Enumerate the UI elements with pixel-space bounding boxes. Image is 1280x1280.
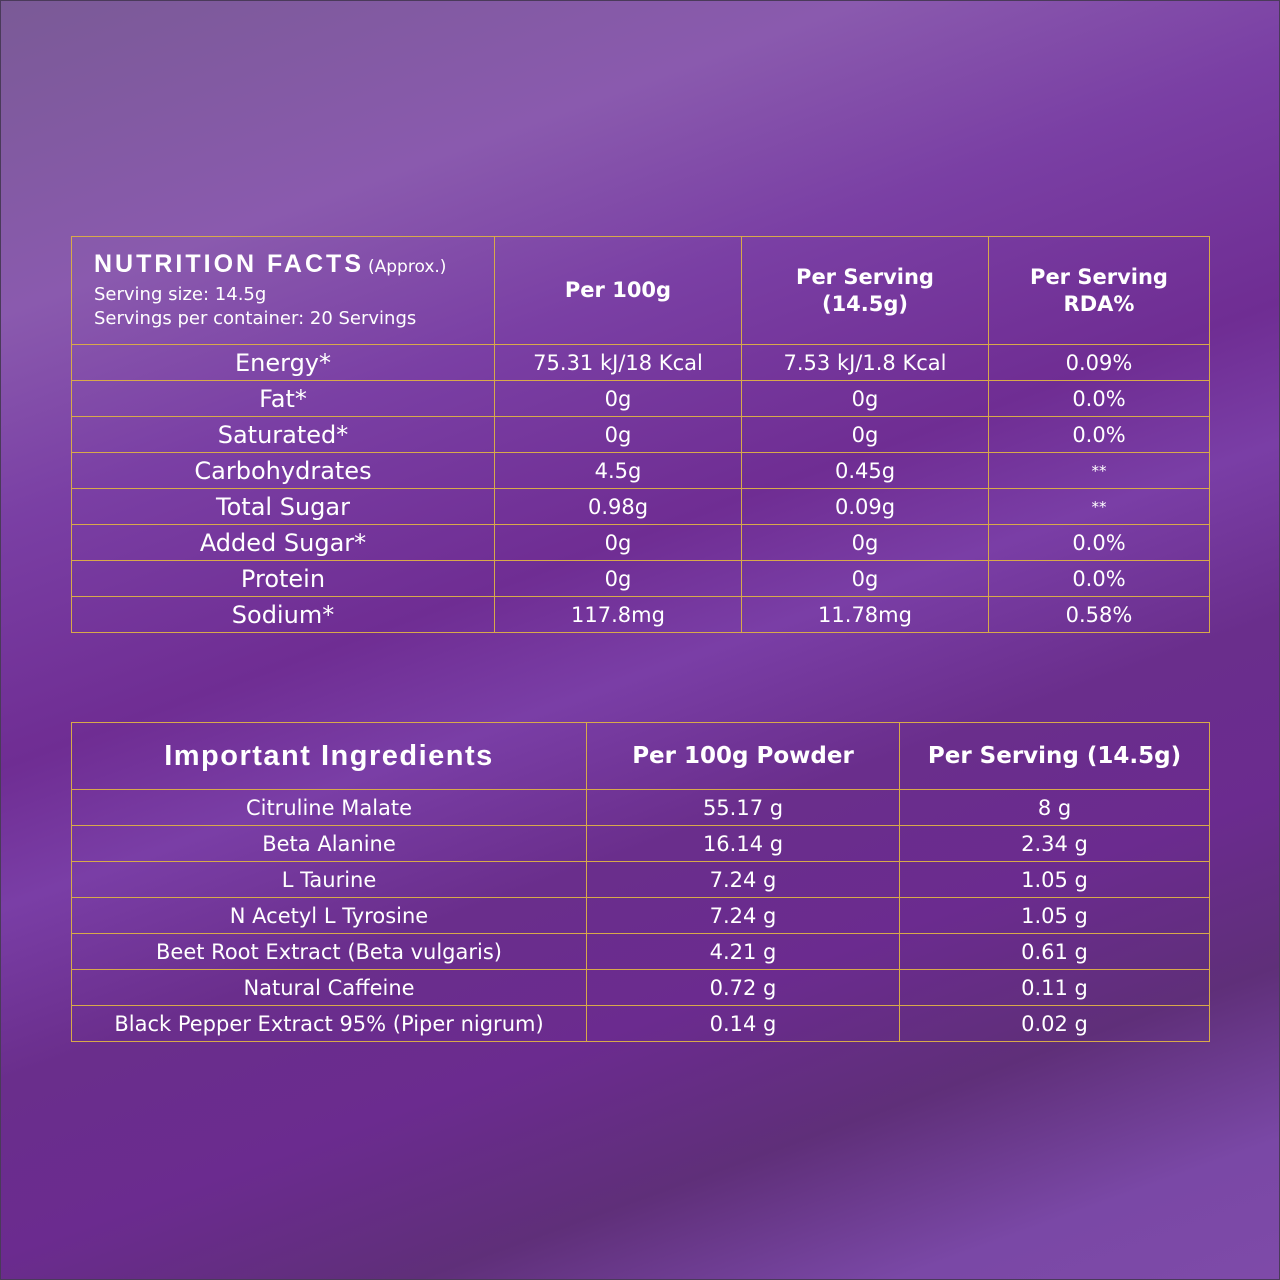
per-serving-value: 1.05 g: [900, 862, 1210, 898]
per-serving-value: 11.78mg: [742, 597, 989, 633]
per-100g-value: 0g: [495, 561, 742, 597]
nutrition-approx-note: (Approx.): [368, 257, 447, 277]
nutrition-row: [72, 561, 1210, 597]
ingredient-row: [72, 970, 1210, 1006]
nutrition-title: NUTRITION FACTS: [94, 250, 364, 278]
rda-value: **: [989, 489, 1210, 525]
nutrition-row: [72, 525, 1210, 561]
per-serving-value: 0.61 g: [900, 934, 1210, 970]
per-100g-value: 4.5g: [495, 453, 742, 489]
nutrition-rows: [72, 345, 1210, 633]
nutrient-name: Added Sugar*: [72, 525, 495, 561]
per-100g-value: 0g: [495, 417, 742, 453]
per-100g-powder-value: 55.17 g: [587, 790, 900, 826]
rda-value: **: [989, 453, 1210, 489]
ingredient-name: L Taurine: [72, 862, 587, 898]
nutrition-row: [72, 417, 1210, 453]
per-serving-value: 7.53 kJ/1.8 Kcal: [742, 345, 989, 381]
per-serving-value: 0.45g: [742, 453, 989, 489]
ingredients-title: Important Ingredients: [164, 739, 494, 772]
per-100g-powder-value: 0.14 g: [587, 1006, 900, 1042]
nutrient-name: Protein: [72, 561, 495, 597]
rda-value: 0.0%: [989, 525, 1210, 561]
servings-per-container: Servings per container: 20 Servings: [94, 308, 417, 329]
nutrition-title-cell: [72, 237, 495, 345]
ingredient-row: [72, 826, 1210, 862]
nutrition-row: [72, 381, 1210, 417]
nutrition-facts-table: [71, 236, 1210, 633]
ingredient-row: [72, 898, 1210, 934]
per-100g-value: 0g: [495, 381, 742, 417]
per-serving-value: 8 g: [900, 790, 1210, 826]
rda-value: 0.0%: [989, 381, 1210, 417]
ingredient-name: N Acetyl L Tyrosine: [72, 898, 587, 934]
important-ingredients-table: [71, 722, 1210, 1042]
ingredient-name: Beta Alanine: [72, 826, 587, 862]
per-100g-value: 0.98g: [495, 489, 742, 525]
column-header-per-100g-powder: Per 100g Powder: [587, 723, 900, 790]
per-100g-value: 0g: [495, 525, 742, 561]
nutrient-name: Carbohydrates: [72, 453, 495, 489]
column-header-per-100g: Per 100g: [495, 237, 742, 345]
per-100g-powder-value: 16.14 g: [587, 826, 900, 862]
serving-size: Serving size: 14.5g: [94, 284, 267, 305]
per-serving-value: 0.11 g: [900, 970, 1210, 1006]
nutrition-header-row: [72, 237, 1210, 345]
ingredient-name: Black Pepper Extract 95% (Piper nigrum): [72, 1006, 587, 1042]
ingredient-name: Natural Caffeine: [72, 970, 587, 1006]
rda-value: 0.0%: [989, 561, 1210, 597]
per-serving-value: 0.09g: [742, 489, 989, 525]
rda-value: 0.09%: [989, 345, 1210, 381]
ingredient-rows: [72, 790, 1210, 1042]
nutrient-name: Fat*: [72, 381, 495, 417]
nutrient-name: Sodium*: [72, 597, 495, 633]
per-100g-powder-value: 0.72 g: [587, 970, 900, 1006]
column-header-per-serving: Per Serving (14.5g): [742, 237, 989, 345]
per-serving-value: 0g: [742, 417, 989, 453]
per-100g-powder-value: 7.24 g: [587, 898, 900, 934]
rda-value: 0.0%: [989, 417, 1210, 453]
ingredient-row: [72, 934, 1210, 970]
per-serving-value: 2.34 g: [900, 826, 1210, 862]
per-100g-value: 75.31 kJ/18 Kcal: [495, 345, 742, 381]
nutrition-row: [72, 345, 1210, 381]
nutrition-row: [72, 453, 1210, 489]
per-serving-value: 0.02 g: [900, 1006, 1210, 1042]
ingredient-row: [72, 790, 1210, 826]
per-100g-powder-value: 7.24 g: [587, 862, 900, 898]
column-header-per-serving-14-5g: Per Serving (14.5g): [900, 723, 1210, 790]
ingredient-name: Citruline Malate: [72, 790, 587, 826]
ingredient-name: Beet Root Extract (Beta vulgaris): [72, 934, 587, 970]
per-100g-value: 117.8mg: [495, 597, 742, 633]
column-header-rda: Per Serving RDA%: [989, 237, 1210, 345]
per-serving-value: 1.05 g: [900, 898, 1210, 934]
per-100g-powder-value: 4.21 g: [587, 934, 900, 970]
nutrient-name: Saturated*: [72, 417, 495, 453]
ingredient-row: [72, 862, 1210, 898]
nutrient-name: Energy*: [72, 345, 495, 381]
nutrition-row: [72, 597, 1210, 633]
per-serving-value: 0g: [742, 381, 989, 417]
ingredients-header-row: [72, 723, 1210, 790]
nutrient-name: Total Sugar: [72, 489, 495, 525]
ingredient-row: [72, 1006, 1210, 1042]
ingredients-title-cell: [72, 723, 587, 790]
per-serving-value: 0g: [742, 525, 989, 561]
per-serving-value: 0g: [742, 561, 989, 597]
nutrition-row: [72, 489, 1210, 525]
rda-value: 0.58%: [989, 597, 1210, 633]
